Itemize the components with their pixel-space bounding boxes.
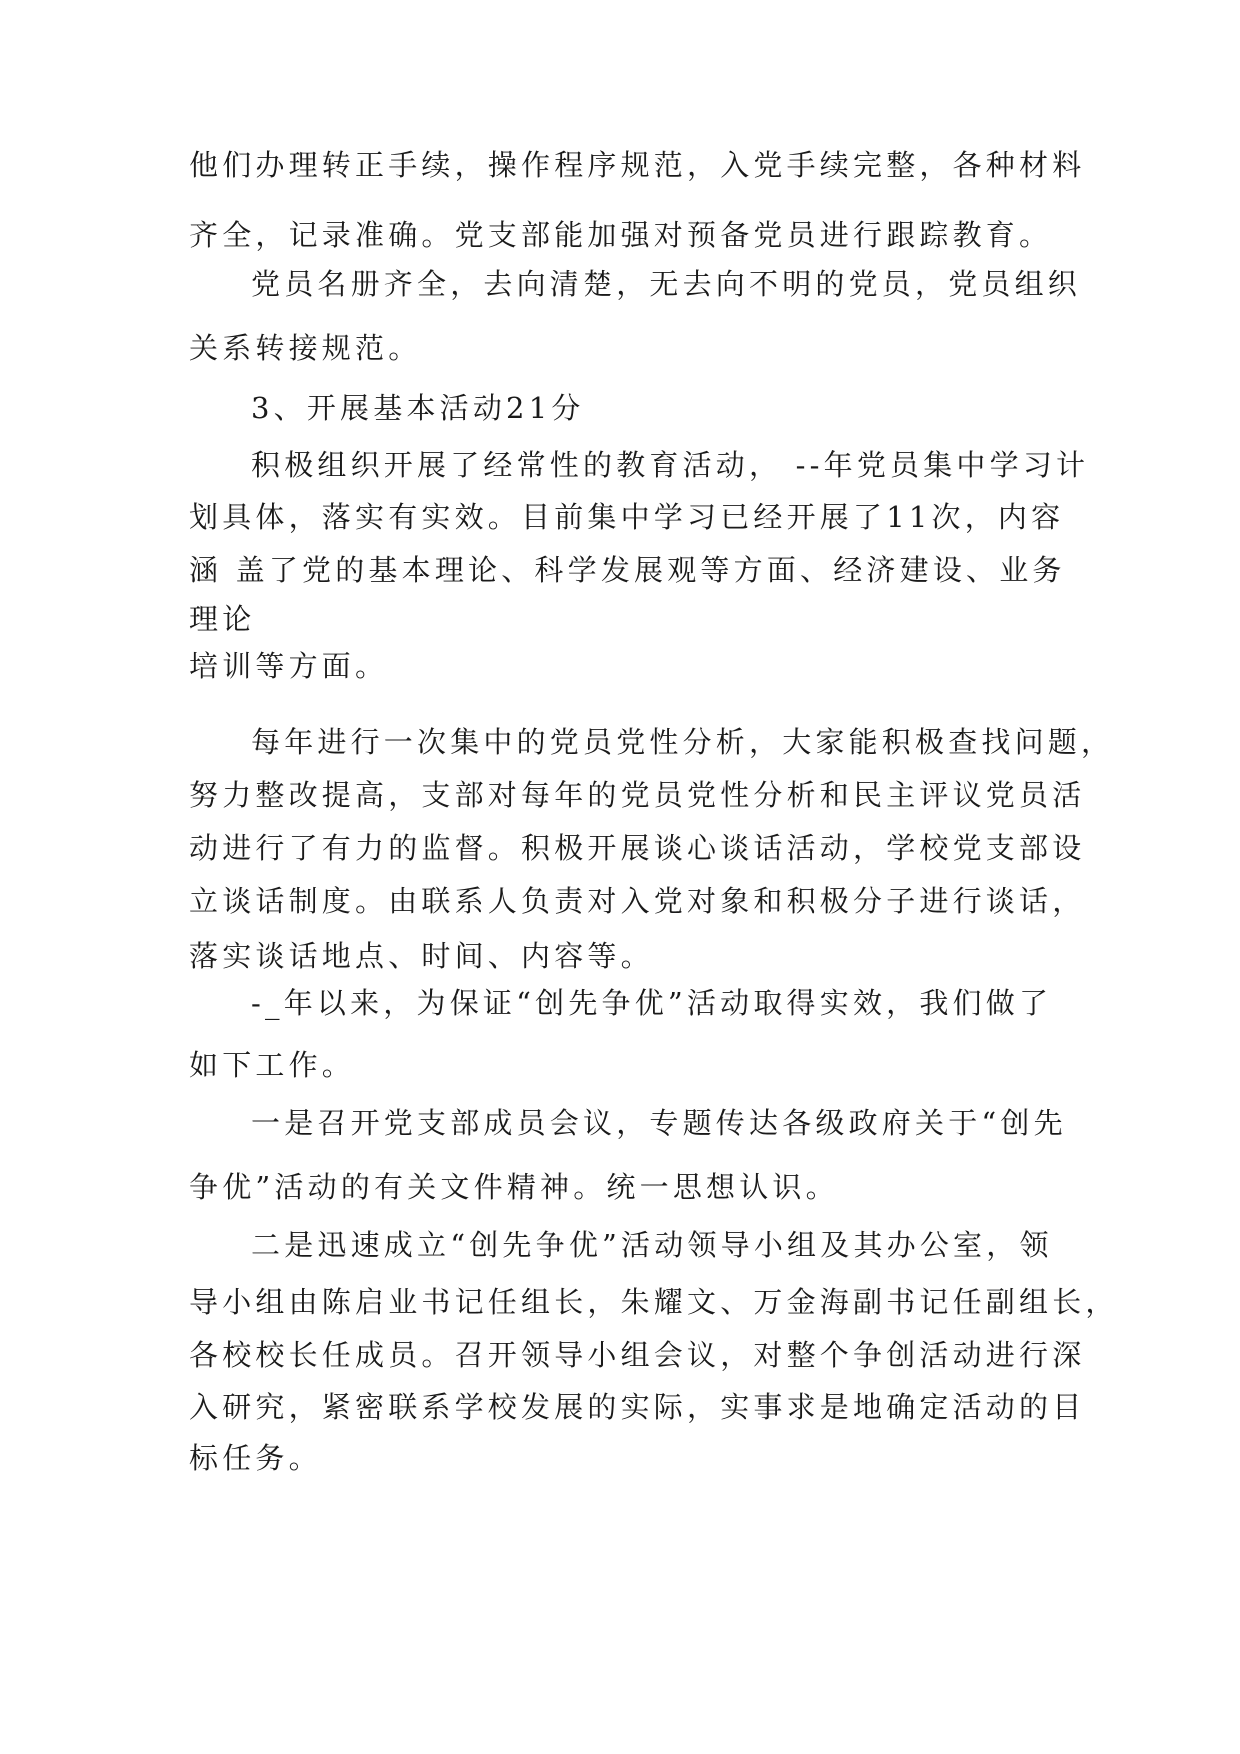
text-line: 关系转接规范。 (189, 331, 422, 365)
text-line: 各校校长任成员。召开领导小组会议，对整个争创活动进行深 (189, 1338, 1086, 1372)
text-line: 标任务。 (189, 1441, 322, 1475)
text-line: 他们办理转正手续，操作程序规范，入党手续完整，各种材料 (189, 148, 1086, 182)
text-line: 理论 (189, 602, 256, 636)
text-line: 涵 盖了党的基本理论、科学发展观等方面、经济建设、业务 (189, 553, 1066, 587)
text-line: 如下工作。 (189, 1048, 356, 1082)
paragraph-start-line: 积极组织开展了经常性的教育活动， --年党员集中学习计 (251, 448, 1090, 482)
text-line: 落实谈话地点、时间、内容等。 (189, 939, 654, 973)
text-line: 划具体，落实有实效。目前集中学习已经开展了11次，内容 (189, 500, 1065, 534)
text-line: 动进行了有力的监督。积极开展谈心谈话活动，学校党支部设 (189, 831, 1086, 865)
paragraph-start-line: 党员名册齐全，去向清楚，无去向不明的党员，党员组织 (251, 267, 1082, 301)
text-line: 培训等方面。 (189, 649, 389, 683)
text-line: 导小组由陈启业书记任组长，朱耀文、万金海副书记任副组长， (189, 1285, 1119, 1319)
text-line: 争优”活动的有关文件精神。统一思想认识。 (189, 1170, 839, 1204)
text-line: 努力整改提高，支部对每年的党员党性分析和民主评议党员活 (189, 778, 1086, 812)
paragraph-start-line: -_年以来，为保证“创先争优”活动取得实效，我们做了 (251, 986, 1053, 1020)
text-line: 齐全，记录准确。党支部能加强对预备党员进行跟踪教育。 (189, 218, 1053, 252)
paragraph-start-line: 二是迅速成立“创先争优”活动领导小组及其办公室，领 (251, 1228, 1053, 1262)
paragraph-start-line: 每年进行一次集中的党员党性分析，大家能积极查找问题， (251, 725, 1115, 759)
text-line: 入研究，紧密联系学校发展的实际，实事求是地确定活动的目 (189, 1390, 1086, 1424)
section-heading: 3、开展基本活动21分 (251, 391, 585, 425)
paragraph-start-line: 一是召开党支部成员会议，专题传达各级政府关于“创先 (251, 1106, 1067, 1140)
text-line: 立谈话制度。由联系人负责对入党对象和积极分子进行谈话， (189, 884, 1086, 918)
